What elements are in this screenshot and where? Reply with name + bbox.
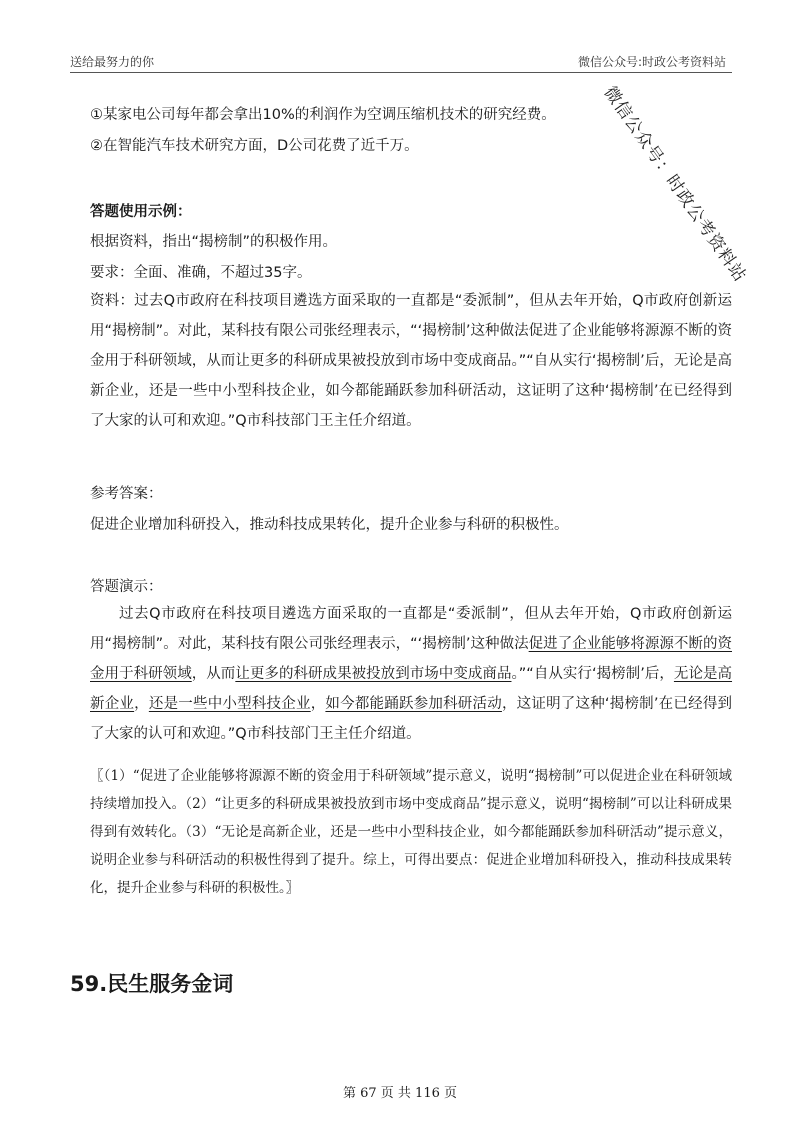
demo-underline-2: 让更多的科研成果被投放到市场中变成商品	[235, 666, 512, 682]
demo-text-5: ，	[310, 696, 326, 712]
page-number: 第 67 页 共 116 页	[342, 1086, 458, 1101]
section-title: 59.民生服务金词	[70, 972, 234, 996]
demo-text-3: 。”“自从实行‘揭榜制’后，	[511, 666, 674, 682]
usage-question: 根据资料，指出“揭榜制”的积极作用。	[90, 234, 338, 250]
example-item-1: ①某家电公司每年都会拿出10%的利润作为空调压缩机技术的研究经费。	[90, 107, 556, 123]
usage-heading: 答题使用示例：	[90, 204, 192, 220]
demo-heading: 答题演示：	[90, 579, 163, 595]
demo-text-2: ，从而	[191, 666, 236, 682]
analysis-note: 〖（1）“促进了企业能够将源源不断的资金用于科研领域”提示意义，说明“揭榜制”可以促进企业在科研领域持续增加投入。（2）“让更多的科研成果被投放到市场中变成商品”提示意义，说明“揭榜制”可以让科研成果得到有效转化。（3）“无论是高新企业，还是一些中小型科技企业，如今都能踊跃参加科研活动”提示意义，说明企业参与科研活动的积极性得到了提升。综上，可得出要点：促进企业增加科研投入，推动科技成果转化，提升企业参与科研的积极性。〗	[90, 768, 732, 896]
demo-underline-5: 如今都能踊跃参加科研活动	[325, 696, 502, 712]
demo-text-4: ，	[134, 696, 149, 712]
demo-underline-4: 还是一些中小型科技企业	[148, 696, 311, 712]
demo-underline-1: 促进了企业能够将源源不断的资金用于科研领域	[90, 636, 732, 682]
reference-heading: 参考答案：	[90, 486, 163, 502]
example-item-2: ②在智能汽车技术研究方面，D公司花费了近千万。	[90, 138, 419, 154]
reference-answer: 促进企业增加科研投入，推动科技成果转化，提升企业参与科研的积极性。	[90, 517, 569, 533]
demo-paragraph	[90, 599, 732, 749]
demo-underline-3: 无论是高新企业	[90, 666, 733, 712]
demo-text-1: 过去Q市政府在科技项目遴选方面采取的一直都是“委派制”，但从去年开始，Q市政府创新运用“揭榜制”。对此，某科技有限公司张经理表示，“‘揭榜制’这种做法	[90, 606, 732, 652]
usage-material: 资料：过去Q市政府在科技项目遴选方面采取的一直都是“委派制”，但从去年开始，Q市政府创新运用“揭榜制”。对此，某科技有限公司张经理表示，“‘揭榜制’这种做法促进了企业能够将源源不断的资金用于科研领域，从而让更多的科研成果被投放到市场中变成商品。”“自从实行‘揭榜制’后，无论是高新企业，还是一些中小型科技企业，如今都能踊跃参加科研活动，这证明了这种‘揭榜制’在已经得到了大家的认可和欢迎。”Q市科技部门王主任介绍道。	[90, 293, 732, 429]
header-slogan: 送给最努力的你	[70, 55, 155, 69]
usage-requirement: 要求：全面、准确，不超过35字。	[90, 265, 312, 281]
demo-text-6: ，这证明了这种‘揭榜制’在已经得到了大家的认可和欢迎。”Q市科技部门王主任介绍道。	[90, 696, 733, 742]
watermark-text: 微信公众号：时政公考资料站	[599, 82, 751, 287]
header-account: 微信公众号:时政公考资料站	[577, 55, 726, 69]
header-divider	[70, 72, 732, 73]
